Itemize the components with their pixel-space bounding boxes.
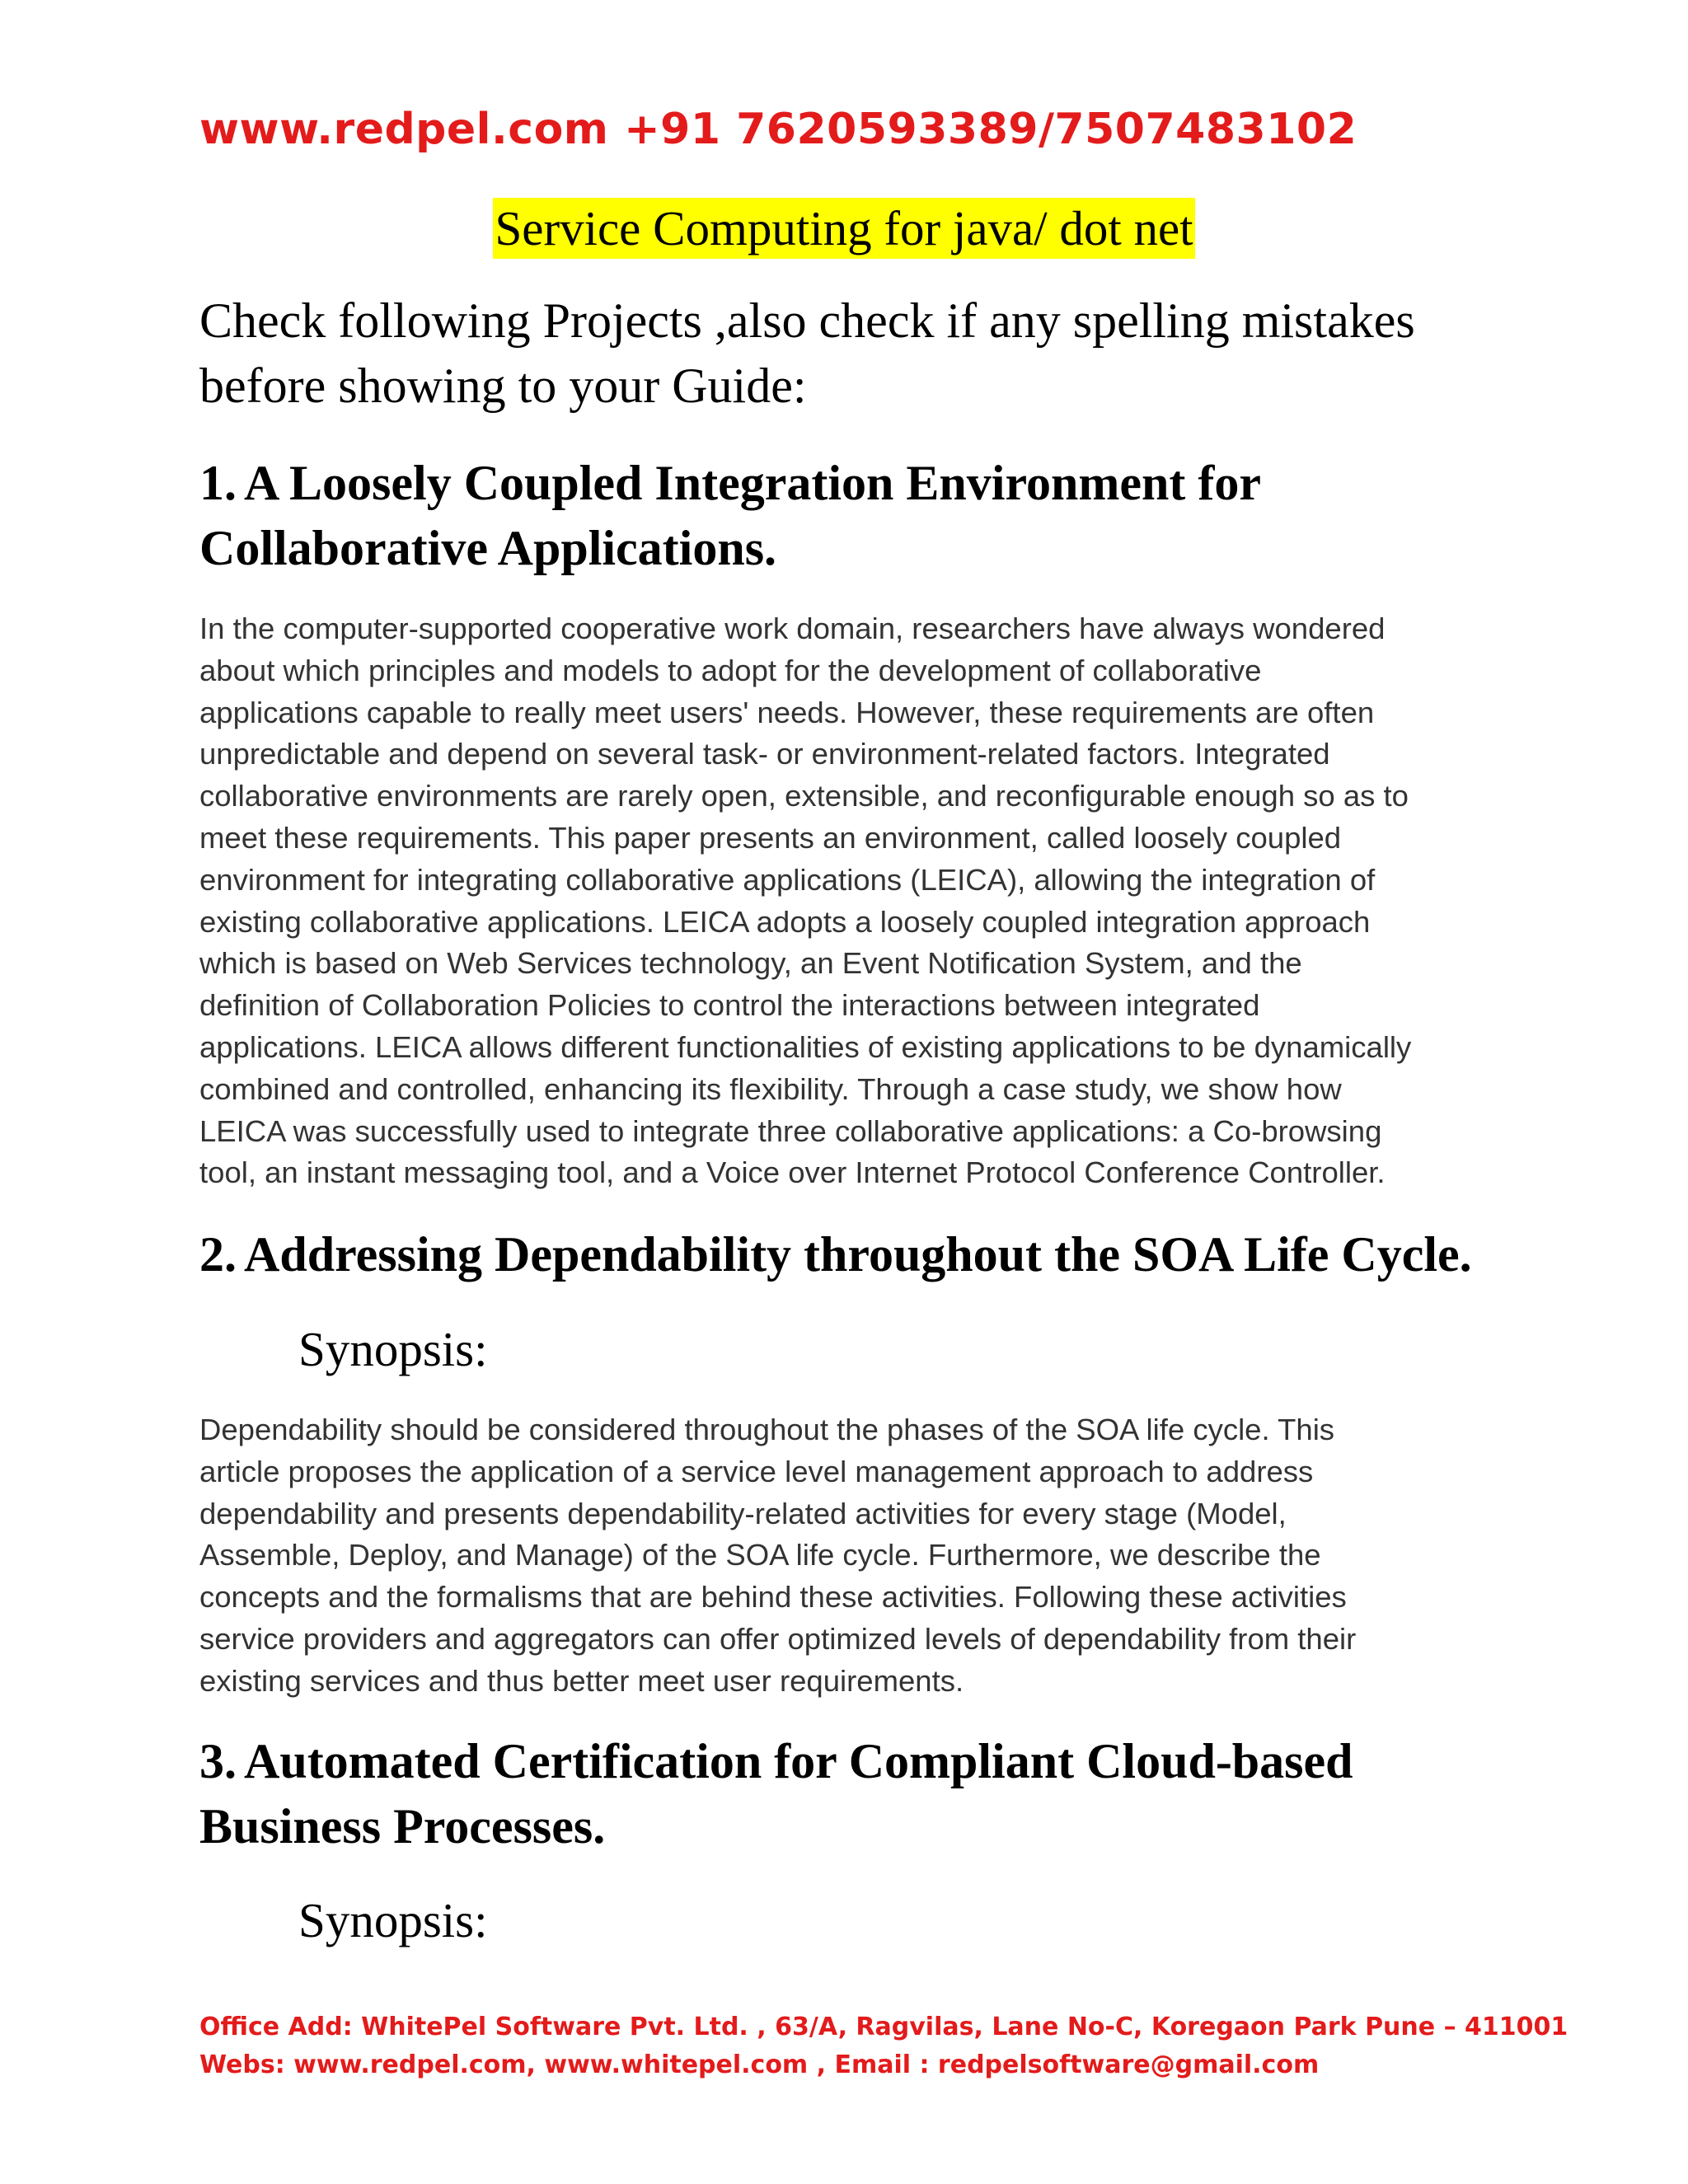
contact-header: www.redpel.com +91 7620593389/7507483102 bbox=[199, 105, 1357, 154]
abstract-line: collaborative environments are rarely open, extensible, and reconfigurable enough so as to bbox=[199, 779, 1409, 813]
project-title-line: Collaborative Applications. bbox=[199, 521, 777, 575]
project-2-abstract bbox=[199, 1409, 1518, 1703]
abstract-line: LEICA was successfully used to integrate three collaborative applications: a Co-browsing bbox=[199, 1113, 1382, 1148]
abstract-line: existing services and thus better meet user requirements. bbox=[199, 1663, 964, 1698]
abstract-line: existing collaborative applications. LEICA adopts a loosely coupled integration approach bbox=[199, 904, 1371, 939]
abstract-line: tool, an instant messaging tool, and a Voice over Internet Protocol Conference Controller. bbox=[199, 1155, 1386, 1190]
intro-line: before showing to your Guide: bbox=[199, 359, 807, 413]
project-3-synopsis-label: Synopsis: bbox=[298, 1893, 488, 1947]
project-1-abstract bbox=[199, 608, 1518, 1194]
intro-line: Check following Projects ,also check if any spelling mistakes bbox=[199, 293, 1415, 348]
abstract-line: Assemble, Deploy, and Manage) of the SOA life cycle. Furthermore, we describe the bbox=[199, 1538, 1321, 1572]
abstract-line: concepts and the formalisms that are behind these activities. Following these activities bbox=[199, 1580, 1347, 1615]
project-2-heading bbox=[199, 1222, 1518, 1287]
footer-address bbox=[199, 2008, 1568, 2084]
abstract-line: dependability and presents dependability-related activities for every stage (Model, bbox=[199, 1496, 1287, 1530]
project-number: 2. bbox=[199, 1227, 237, 1282]
project-title-line: Business Processes. bbox=[199, 1799, 606, 1854]
abstract-line: applications capable to really meet users' needs. However, these requirements are often bbox=[199, 695, 1375, 729]
project-number: 3. bbox=[199, 1734, 237, 1788]
project-title-line: Addressing Dependability throughout the SOA Life Cycle. bbox=[244, 1227, 1472, 1282]
project-number: 1. bbox=[199, 456, 237, 510]
project-1-heading bbox=[199, 451, 1518, 581]
abstract-line: about which principles and models to adopt for the development of collaborative bbox=[199, 653, 1262, 687]
document-title: Service Computing for java/ dot net bbox=[493, 198, 1194, 259]
abstract-line: which is based on Web Services technology, an Event Notification System, and the bbox=[199, 946, 1302, 981]
project-title-line: Automated Certification for Compliant Cloud-based bbox=[244, 1734, 1353, 1788]
abstract-line: service providers and aggregators can offer optimized levels of dependability from their bbox=[199, 1621, 1357, 1656]
abstract-line: unpredictable and depend on several task- or environment-related factors. Integrated bbox=[199, 737, 1330, 771]
abstract-line: definition of Collaboration Policies to control the interactions between integrated bbox=[199, 988, 1260, 1023]
project-2-synopsis-label: Synopsis: bbox=[298, 1322, 488, 1376]
abstract-line: meet these requirements. This paper presents an environment, called loosely coupled bbox=[199, 820, 1342, 855]
intro-paragraph bbox=[199, 288, 1485, 419]
abstract-line: environment for integrating collaborative applications (LEICA), allowing the integration of bbox=[199, 862, 1376, 897]
abstract-line: In the computer-supported cooperative work domain, researchers have always wondered bbox=[199, 612, 1386, 645]
project-3-heading bbox=[199, 1729, 1518, 1859]
abstract-line: Dependability should be considered throughout the phases of the SOA life cycle. This bbox=[199, 1413, 1335, 1446]
abstract-line: article proposes the application of a service level management approach to address bbox=[199, 1454, 1314, 1488]
project-title-line: A Loosely Coupled Integration Environment for bbox=[244, 456, 1261, 510]
footer-office-line: Office Add: WhitePel Software Pvt. Ltd. , 63/A, Ragvilas, Lane No-C, Koregaon Park Pune – 411001 bbox=[199, 2013, 1568, 2041]
document-title-container bbox=[0, 198, 1688, 259]
abstract-line: applications. LEICA allows different functionalities of existing applications to be dynamically bbox=[199, 1029, 1412, 1064]
footer-webs-line: Webs: www.redpel.com, www.whitepel.com , Email : redpelsoftware@gmail.com bbox=[199, 2050, 1320, 2079]
abstract-line: combined and controlled, enhancing its flexibility. Through a case study, we show how bbox=[199, 1071, 1342, 1106]
